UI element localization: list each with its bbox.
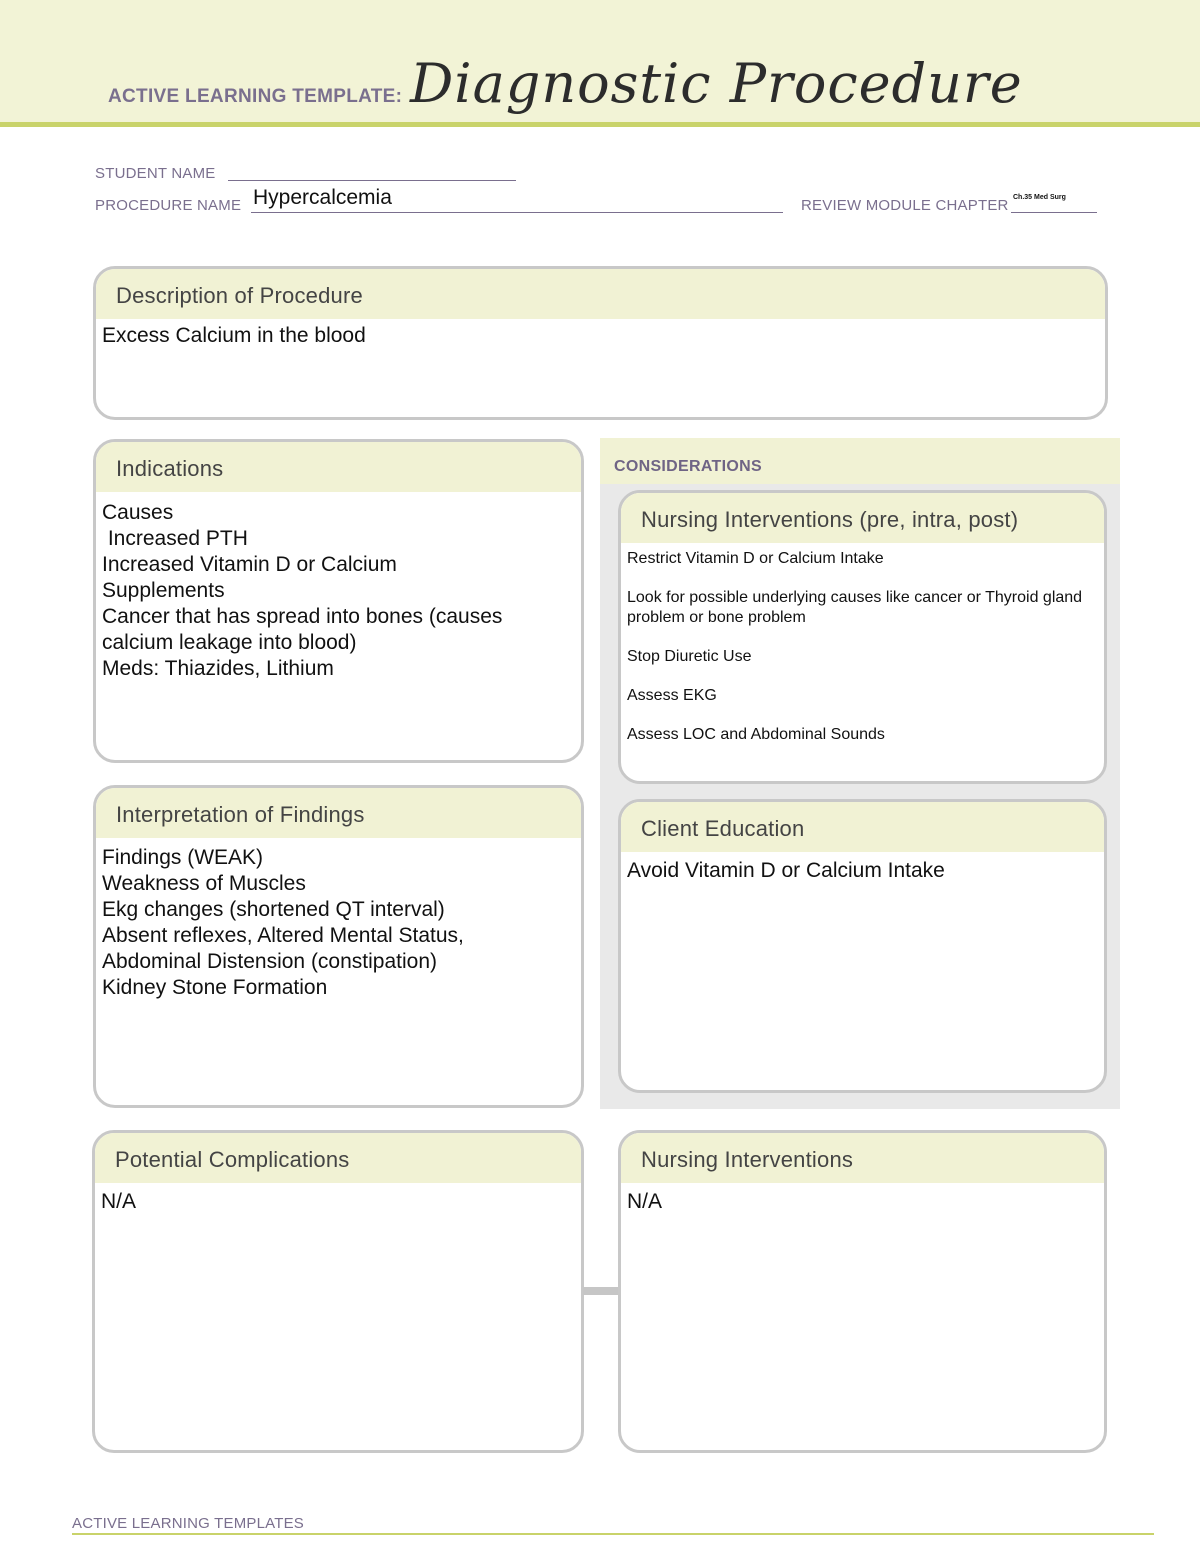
complication-interventions-box <box>618 1130 1107 1453</box>
interpretation-body <box>96 838 581 1005</box>
description-heading: Description of Procedure <box>96 269 1105 319</box>
page-title: Diagnostic Procedure <box>410 52 1023 115</box>
review-module-underline <box>1011 212 1097 213</box>
description-box <box>93 266 1108 420</box>
nursing-intervention-item: Restrict Vitamin D or Calcium Intake <box>627 550 884 567</box>
interpretation-line: Absent reflexes, Altered Mental Status, <box>102 924 464 947</box>
nursing-intervention-item: Stop Diuretic Use <box>627 648 752 665</box>
student-name-label: STUDENT NAME <box>95 165 216 182</box>
complication-interventions-line: N/A <box>627 1190 663 1213</box>
client-education-box <box>618 799 1107 1093</box>
connector-bar <box>583 1287 620 1295</box>
complication-interventions-body <box>621 1183 1104 1219</box>
procedure-name-label: PROCEDURE NAME <box>95 197 242 214</box>
indications-line: calcium leakage into blood) <box>102 631 357 654</box>
nursing-intervention-item: Look for possible underlying causes like cancer or Thyroid gland problem or bone problem <box>627 589 1083 626</box>
nursing-interventions-box <box>618 490 1107 784</box>
procedure-name-field[interactable]: Hypercalcemia <box>253 186 392 209</box>
client-education-heading: Client Education <box>621 802 1104 852</box>
complication-interventions-heading: Nursing Interventions <box>621 1133 1104 1183</box>
indications-line: Cancer that has spread into bones (causes <box>102 605 503 628</box>
interpretation-line: Abdominal Distension (constipation) <box>102 950 438 973</box>
description-body <box>96 319 1105 353</box>
header-rule <box>0 122 1200 127</box>
nursing-interventions-body <box>621 543 1104 768</box>
footer-rule <box>72 1533 1154 1535</box>
review-module-field[interactable]: Ch.35 Med Surg <box>1013 194 1066 201</box>
nursing-intervention-item: Assess LOC and Abdominal Sounds <box>627 726 885 743</box>
footer-label: ACTIVE LEARNING TEMPLATES <box>72 1515 304 1532</box>
nursing-intervention-item: Assess EKG <box>627 687 717 704</box>
complications-line: N/A <box>101 1190 137 1213</box>
complications-body <box>95 1183 581 1219</box>
indications-line: Increased Vitamin D or Calcium <box>102 553 397 576</box>
interpretation-heading: Interpretation of Findings <box>96 788 581 838</box>
interpretation-line: Findings (WEAK) <box>102 846 264 869</box>
considerations-label: CONSIDERATIONS <box>614 458 762 475</box>
interpretation-line: Kidney Stone Formation <box>102 976 328 999</box>
interpretation-line: Weakness of Muscles <box>102 872 306 895</box>
template-label: ACTIVE LEARNING TEMPLATE: <box>108 86 403 107</box>
client-education-body <box>621 852 1104 888</box>
description-line: Excess Calcium in the blood <box>102 324 366 347</box>
indications-body <box>96 492 581 686</box>
indications-line: Causes <box>102 501 174 524</box>
nursing-interventions-heading: Nursing Interventions (pre, intra, post) <box>621 493 1104 543</box>
indications-box <box>93 439 584 763</box>
indications-line: Meds: Thiazides, Lithium <box>102 657 334 680</box>
interpretation-line: Ekg changes (shortened QT interval) <box>102 898 445 921</box>
review-module-label: REVIEW MODULE CHAPTER <box>801 197 1009 214</box>
student-name-underline <box>228 180 516 181</box>
complications-box <box>92 1130 584 1453</box>
client-education-line: Avoid Vitamin D or Calcium Intake <box>627 859 945 882</box>
indications-line: Increased PTH <box>102 527 248 550</box>
complications-heading: Potential Complications <box>95 1133 581 1183</box>
procedure-name-underline <box>251 212 783 213</box>
indications-line: Supplements <box>102 579 225 602</box>
interpretation-box <box>93 785 584 1108</box>
indications-heading: Indications <box>96 442 581 492</box>
